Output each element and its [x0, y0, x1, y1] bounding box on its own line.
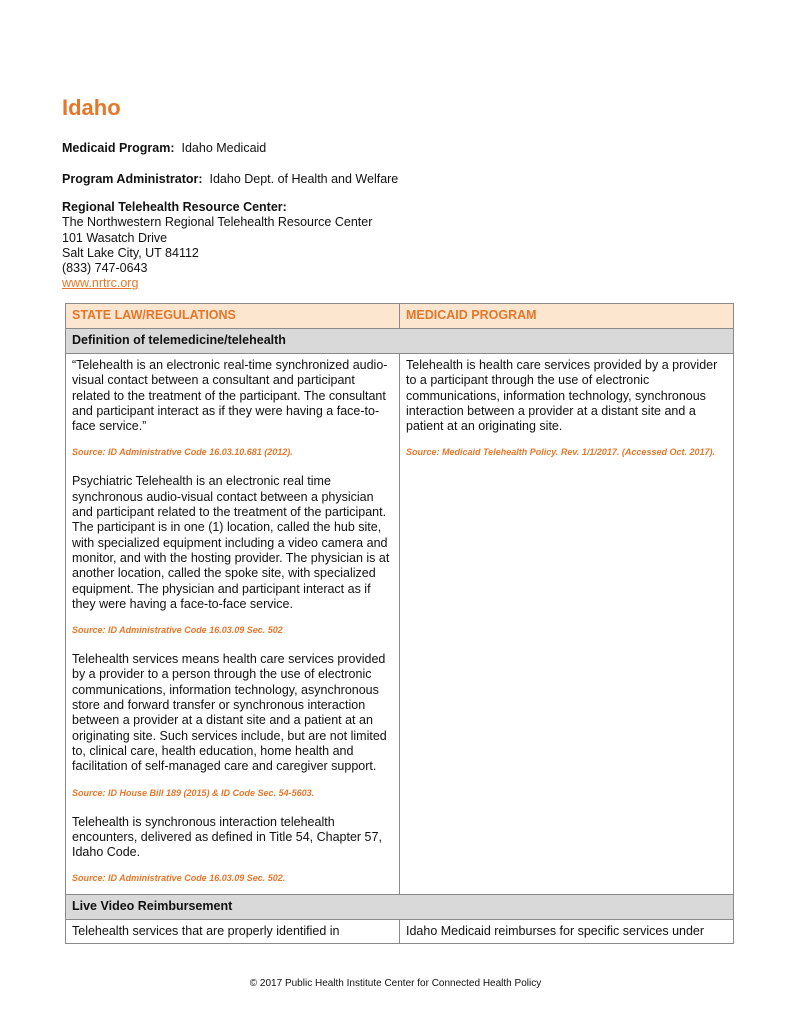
state-law-source: Source: ID Administrative Code 16.03.09 Sec. 502: [72, 625, 283, 636]
table-row: [66, 920, 734, 944]
policy-table: [65, 303, 734, 944]
state-law-cell: [66, 354, 400, 895]
state-law-paragraph: Telehealth services means health care services provided by a provider to a person through the use of electronic communications, information technology, asynchronous store and forward transfer or synchronous interaction between a provider at a distant site and a patient at an originating site. Such services include, but are not limited to, clinical care, health education, home health and facilitation of self-managed care and caregiver support.: [72, 652, 387, 774]
state-law-source: Source: ID House Bill 189 (2015) & ID Code Sec. 54-5603.: [72, 787, 315, 798]
medicaid-source: Source: Medicaid Telehealth Policy. Rev. 1/1/2017. (Accessed Oct. 2017).: [406, 447, 715, 458]
section-row-definition: [66, 329, 734, 354]
resource-center-name: The Northwestern Regional Telehealth Resource Center: [62, 215, 373, 230]
resource-center-link[interactable]: www.nrtrc.org: [62, 276, 139, 291]
medicaid-program-value: Idaho Medicaid: [181, 141, 267, 155]
state-law-paragraph: “Telehealth is an electronic real-time synchronized audio-visual contact between a consultant and participant related to the treatment of the participant. The consultant and participant interact as if they were having a face-to-face service.”: [72, 358, 388, 434]
section-row-live-video: [66, 895, 734, 920]
program-administrator-label: Program Administrator:: [62, 172, 203, 186]
medicaid-program-line: [62, 141, 266, 156]
medicaid-cell: Idaho Medicaid reimburses for specific services under: [400, 920, 734, 944]
state-law-source: Source: ID Administrative Code 16.03.10.681 (2012).: [72, 447, 293, 458]
resource-center-block: [62, 200, 372, 292]
section-title-live-video: Live Video Reimbursement: [66, 895, 734, 920]
program-administrator-value: Idaho Dept. of Health and Welfare: [209, 172, 399, 186]
program-administrator-line: [62, 172, 398, 187]
state-law-source: Source: ID Administrative Code 16.03.09 Sec. 502.: [72, 873, 286, 884]
col-header-medicaid: MEDICAID PROGRAM: [400, 304, 734, 329]
state-law-paragraph: Psychiatric Telehealth is an electronic real time synchronous audio-visual contact between a physician and participant related to the treatment of the participant. The participant is in one (1) location, called the hub site, with specialized equipment including a video camera and monitor, and with the hosting provider. The physician is at another location, called the spoke site, with specialized equipment. The physician and participant interact as if they were having a face-to-face service.: [72, 474, 390, 611]
state-law-cell: Telehealth services that are properly identified in: [66, 920, 400, 944]
page-title: Idaho: [62, 95, 121, 120]
resource-center-phone: (833) 747-0643: [62, 261, 148, 276]
resource-center-label: Regional Telehealth Resource Center:: [62, 200, 287, 214]
state-law-paragraph: Telehealth is synchronous interaction telehealth encounters, delivered as defined in Title 54, Chapter 57, Idaho Code.: [72, 814, 382, 860]
col-header-state-law: STATE LAW/REGULATIONS: [66, 304, 400, 329]
page-footer: © 2017 Public Health Institute Center for Connected Health Policy: [249, 978, 542, 989]
resource-center-address1: 101 Wasatch Drive: [62, 230, 168, 245]
table-header-row: [66, 304, 734, 329]
medicaid-program-label: Medicaid Program:: [62, 141, 175, 155]
resource-center-address2: Salt Lake City, UT 84112: [62, 245, 199, 260]
medicaid-paragraph: Telehealth is health care services provided by a provider to a participant through the use of electronic communications, information technology, synchronous interaction between a provider at a distant site and a patient at an originating site.: [406, 358, 718, 434]
table-row: [66, 354, 734, 895]
section-title-definition: Definition of telemedicine/telehealth: [66, 329, 734, 354]
medicaid-cell: [400, 354, 734, 895]
